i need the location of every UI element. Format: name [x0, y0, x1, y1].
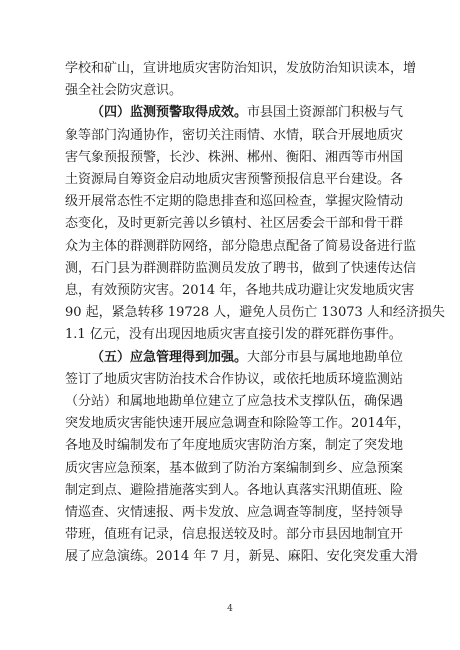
text-line: [65, 192, 404, 212]
line-text: 害气象预报预警，长沙、株洲、郴州、衡阳、湘西等市州国: [65, 149, 404, 165]
section-heading: （五）应急管理得到加强。: [91, 349, 248, 365]
text-line: [65, 303, 445, 323]
text-line: [65, 414, 411, 434]
text-line: [65, 214, 404, 234]
text-line: [65, 392, 404, 412]
line-text: 各地及时编制发布了年度地质灾害防治方案，制定了突发地: [65, 438, 404, 454]
text-line: [65, 325, 400, 345]
section-heading: （四）监测预警取得成效。: [91, 105, 248, 121]
line-text: 1.1 亿元，没有出现因地质灾害直接引发的群死群伤事件。: [65, 327, 402, 343]
text-line: [65, 459, 404, 479]
line-text: 强全社会防灾意识。: [65, 83, 183, 99]
line-text: 测，石门县为群测群防监测员发放了聘书，做到了快速传达信: [65, 260, 417, 276]
text-line: [65, 148, 404, 168]
line-text: 签订了地质灾害防治技术合作协议，或依托地质环境监测站: [65, 371, 404, 387]
page-number: 4: [227, 604, 233, 614]
text-line: [65, 547, 418, 567]
line-text: 大部分市县与属地地勘单位: [247, 349, 404, 365]
line-text: 突发地质灾害能快速开展应急调查和除险等工作。2014年，: [65, 416, 411, 432]
line-text: 象等部门沟通协作，密切关注雨情、水情，联合开展地质灾: [65, 127, 404, 143]
line-text: 学校和矿山，宣讲地质灾害防治知识，发放防治知识读本，增: [65, 61, 417, 76]
line-text: 市县国土资源部门积极与气: [247, 105, 404, 121]
text-line: [65, 436, 404, 456]
text-line: [65, 481, 404, 501]
line-text: 息，有效预防灾害。2014 年，各地共成功避让灾发地质灾害: [65, 283, 415, 298]
text-line: [65, 170, 404, 190]
line-text: 土资源局自筹资金启动地质灾害预警预报信息平台建设。各: [65, 172, 404, 187]
text-line: [65, 281, 415, 301]
line-text: （分站）和属地地勘单位建立了应急技术支撑队伍，确保遇: [65, 394, 404, 409]
section-heading-line: [91, 103, 404, 123]
text-line: [65, 259, 417, 279]
section-heading-line: [91, 348, 404, 368]
line-text: 情巡查、灾情速报、两卡发放、应急调查等制度，坚持领导: [65, 505, 404, 520]
line-text: 态变化，及时更新完善以乡镇村、社区居委会干部和骨干群: [65, 216, 404, 232]
line-text: 质灾害应急预案，基本做到了防治方案编制到乡、应急预案: [65, 460, 404, 476]
text-line: [65, 81, 400, 101]
line-text: 90 起，紧急转移 19728 人，避免人员伤亡 13073 人和经济损失: [65, 305, 445, 321]
text-line: [65, 525, 404, 545]
line-text: 展了应急演练。2014 年 7 月，新晃、麻阳、安化突发重大滑: [65, 549, 418, 565]
line-text: 制定到点、避险措施落实到人。各地认真落实汛期值班、险: [65, 482, 404, 498]
text-line: [65, 126, 404, 146]
text-line: [65, 237, 417, 257]
text-line: [65, 59, 417, 79]
line-text: 带班，值班有记录，信息报送较及时。部分市县因地制宜开: [65, 527, 404, 543]
line-text: 级开展常态性不定期的隐患排查和巡回检查，掌握灾险情动: [65, 194, 404, 210]
text-line: [65, 370, 404, 390]
line-text: 众为主体的群测群防网络，部分隐患点配备了简易设备进行监: [65, 238, 417, 254]
text-line: [65, 503, 404, 523]
